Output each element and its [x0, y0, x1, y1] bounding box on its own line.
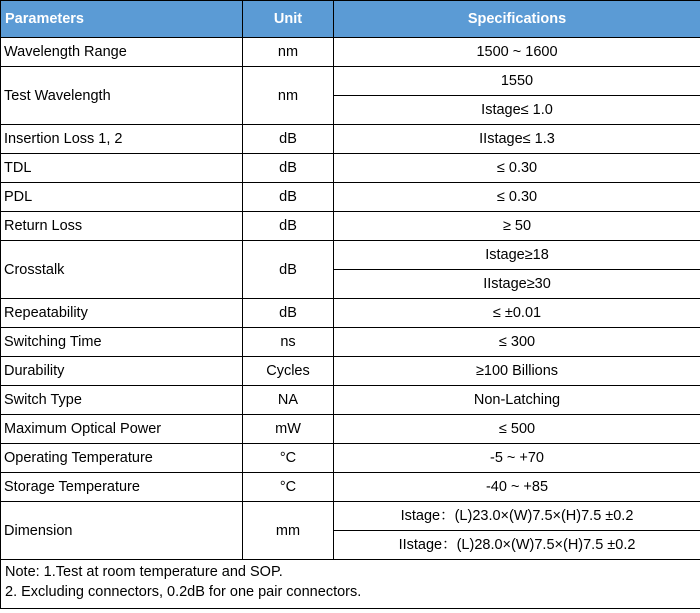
table-row — [1, 183, 700, 212]
param-max-optical-power: Maximum Optical Power — [1, 415, 243, 444]
unit-dimension: mm — [243, 502, 334, 560]
param-wavelength-range: Wavelength Range — [1, 38, 243, 67]
table-row — [1, 299, 700, 328]
param-return-loss: Return Loss — [1, 212, 243, 241]
unit-pdl: dB — [243, 183, 334, 212]
spec-max-optical-power: ≤ 500 — [334, 415, 700, 444]
spec-pdl: ≤ 0.30 — [334, 183, 700, 212]
spec-crosstalk-1: Istage≥18 — [334, 241, 700, 270]
spec-wavelength-range: 1500 ~ 1600 — [334, 38, 700, 67]
unit-crosstalk: dB — [243, 241, 334, 299]
spec-durability: ≥100 Billions — [334, 357, 700, 386]
unit-operating-temperature: °C — [243, 444, 334, 473]
spec-operating-temperature: -5 ~ +70 — [334, 444, 700, 473]
table-row — [1, 502, 700, 531]
spec-storage-temperature: -40 ~ +85 — [334, 473, 700, 502]
spec-switching-time: ≤ 300 — [334, 328, 700, 357]
table-row — [1, 444, 700, 473]
unit-tdl: dB — [243, 154, 334, 183]
param-tdl: TDL — [1, 154, 243, 183]
table-row — [1, 212, 700, 241]
table-row — [1, 386, 700, 415]
table-row — [1, 125, 700, 154]
table-row — [1, 328, 700, 357]
spec-dimension-2: IIstage：(L)28.0×(W)7.5×(H)7.5 ±0.2 — [334, 531, 700, 560]
param-durability: Durability — [1, 357, 243, 386]
header-unit: Unit — [243, 1, 334, 38]
unit-test-wavelength: nm — [243, 67, 334, 125]
spec-dimension-1: Istage：(L)23.0×(W)7.5×(H)7.5 ±0.2 — [334, 502, 700, 531]
spec-crosstalk-2: IIstage≥30 — [334, 270, 700, 299]
unit-insertion-loss: dB — [243, 125, 334, 154]
param-switching-time: Switching Time — [1, 328, 243, 357]
param-test-wavelength: Test Wavelength — [1, 67, 243, 125]
spec-test-wavelength-2: Istage≤ 1.0 — [334, 96, 700, 125]
unit-switching-time: ns — [243, 328, 334, 357]
spec-insertion-loss: IIstage≤ 1.3 — [334, 125, 700, 154]
table-row — [1, 473, 700, 502]
unit-return-loss: dB — [243, 212, 334, 241]
note-line-2: 2. Excluding connectors, 0.2dB for one pair connectors. — [5, 584, 362, 600]
spec-test-wavelength-1: 1550 — [334, 67, 700, 96]
note-line-1: Note: 1.Test at room temperature and SOP. — [5, 564, 283, 580]
unit-switch-type: NA — [243, 386, 334, 415]
spec-tdl: ≤ 0.30 — [334, 154, 700, 183]
spec-return-loss: ≥ 50 — [334, 212, 700, 241]
spec-switch-type: Non-Latching — [334, 386, 700, 415]
param-storage-temperature: Storage Temperature — [1, 473, 243, 502]
table-row — [1, 67, 700, 96]
unit-repeatability: dB — [243, 299, 334, 328]
table-row — [1, 38, 700, 67]
header-specifications: Specifications — [334, 1, 700, 38]
table-row — [1, 357, 700, 386]
unit-max-optical-power: mW — [243, 415, 334, 444]
table-row — [1, 154, 700, 183]
unit-wavelength-range: nm — [243, 38, 334, 67]
param-insertion-loss: Insertion Loss 1, 2 — [1, 125, 243, 154]
unit-storage-temperature: °C — [243, 473, 334, 502]
table-row — [1, 241, 700, 270]
param-crosstalk: Crosstalk — [1, 241, 243, 299]
note-cell — [1, 560, 700, 609]
spec-repeatability: ≤ ±0.01 — [334, 299, 700, 328]
table-header-row — [1, 1, 700, 38]
param-pdl: PDL — [1, 183, 243, 212]
header-parameters: Parameters — [1, 1, 243, 38]
param-repeatability: Repeatability — [1, 299, 243, 328]
param-dimension: Dimension — [1, 502, 243, 560]
unit-durability: Cycles — [243, 357, 334, 386]
table-row — [1, 415, 700, 444]
param-switch-type: Switch Type — [1, 386, 243, 415]
note-row — [1, 560, 700, 609]
param-operating-temperature: Operating Temperature — [1, 444, 243, 473]
